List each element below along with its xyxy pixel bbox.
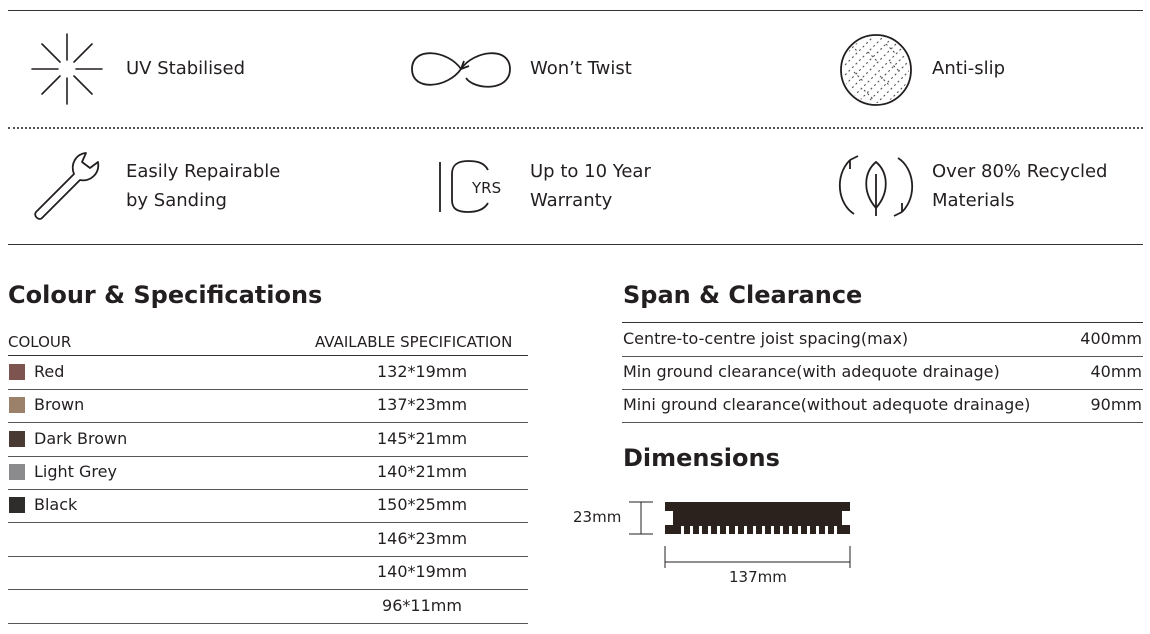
colour-name: Light Grey — [34, 462, 117, 481]
table-row — [622, 389, 1143, 423]
svg-text:YRS: YRS — [472, 179, 502, 197]
top-divider — [8, 10, 1143, 11]
table-row — [622, 323, 1143, 357]
table-row — [8, 389, 528, 423]
table-row — [8, 556, 528, 590]
colour-name: Red — [34, 362, 65, 381]
board-profile-diagram — [625, 498, 855, 570]
table-row — [8, 456, 528, 490]
feature-label-anti-slip: Anti-slip — [932, 58, 1006, 79]
colour-name: Brown — [34, 395, 85, 414]
feature-label-repairable: Easily Repairable by Sanding — [126, 161, 281, 211]
height-label: 23mm — [573, 508, 622, 526]
dimensions-title: Dimensions — [623, 444, 780, 472]
feature-label-uv: UV Stabilised — [126, 58, 246, 79]
anti-slip-texture-icon — [838, 32, 914, 108]
feature-label-warranty: Up to 10 Year Warranty — [530, 161, 651, 211]
spec-value: 132*19mm — [376, 362, 468, 381]
spec-value: 150*25mm — [376, 495, 468, 514]
spec-value: 145*21mm — [376, 429, 468, 448]
colour-swatch-dark-brown — [9, 431, 25, 447]
colour-name: Dark Brown — [34, 429, 128, 448]
table-row — [8, 590, 528, 624]
colour-swatch-brown — [9, 397, 25, 413]
spec-value: 96*11mm — [382, 596, 462, 615]
table-row — [8, 489, 528, 523]
colour-swatch-black — [9, 497, 25, 513]
spec-value: 140*19mm — [376, 562, 468, 581]
span-value: 90mm — [1090, 395, 1142, 414]
span-value: 40mm — [1090, 362, 1142, 381]
span-label: Centre-to-centre joist spacing(max) — [623, 329, 909, 348]
span-clearance-title: Span & Clearance — [623, 281, 863, 309]
colour-swatch-light-grey — [9, 464, 25, 480]
colour-column-header: COLOUR — [8, 333, 72, 351]
table-row — [622, 356, 1143, 390]
table-row — [8, 523, 528, 557]
spec-column-header: AVAILABLE SPECIFICATION — [315, 333, 513, 351]
table-row — [8, 356, 528, 390]
colour-specs-title: Colour & Specifications — [8, 281, 323, 309]
colour-swatch-red — [9, 364, 25, 380]
feature-label-recycled: Over 80% Recycled Materials — [932, 161, 1108, 211]
span-value: 400mm — [1080, 329, 1142, 348]
feature-label-twist: Won’t Twist — [530, 58, 632, 79]
span-label: Mini ground clearance(without adequote drainage) — [623, 395, 1031, 414]
width-label: 137mm — [729, 568, 787, 586]
table-row — [8, 423, 528, 457]
infinity-icon — [408, 42, 514, 96]
features-bottom-divider — [8, 244, 1143, 245]
sun-icon — [30, 32, 104, 106]
spec-value: 137*23mm — [376, 395, 468, 414]
wrench-icon — [30, 150, 106, 224]
colour-name: Black — [34, 495, 78, 514]
span-label: Min ground clearance(with adequote drainage) — [623, 362, 1000, 381]
spec-value: 140*21mm — [376, 462, 468, 481]
feature-separator — [8, 127, 1143, 129]
recycle-leaf-icon — [836, 150, 916, 222]
ten-years-icon — [432, 156, 514, 216]
spec-value: 146*23mm — [376, 529, 468, 548]
